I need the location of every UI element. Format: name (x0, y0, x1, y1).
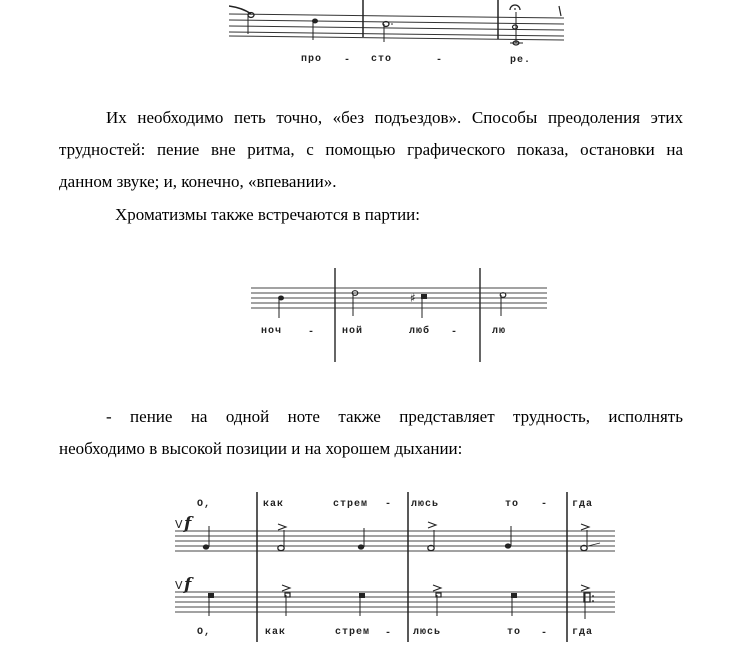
lyric-syllable: ре. (510, 55, 532, 66)
sharp-icon: ♯ (410, 291, 416, 305)
lyric-hyphen: - (541, 628, 549, 639)
music-example-2 (251, 266, 551, 366)
lyric-syllable: люсь (413, 627, 442, 638)
breath-mark-icon: V (175, 518, 183, 531)
lyric-syllable: люб (409, 326, 431, 337)
text-line: данном звуке; и, конечно, «впевании». (59, 172, 337, 191)
text-line: необходимо в высокой позиции и на хорошем дыхании: (59, 439, 463, 458)
lyric-syllable: то (505, 499, 520, 510)
accent-icon (282, 585, 290, 591)
lyric-syllable: как (265, 627, 287, 638)
lyric-hyphen: - (541, 499, 549, 510)
music-notation-image-2 (251, 266, 551, 366)
lyric-syllable: лю (492, 326, 507, 337)
breath-mark-icon: V (175, 579, 183, 592)
paragraph-1 (59, 102, 683, 198)
text-line: Их необходимо петь точно, «без подъездов». Способы преодоления этих (106, 108, 683, 127)
lyric-syllable: сто (371, 54, 393, 65)
lyric-syllable: О, (197, 499, 212, 510)
music-notation-image-1 (229, 0, 564, 75)
paragraph-3 (59, 401, 683, 465)
accent-icon (581, 585, 589, 591)
text-line: - пение на одной ноте также представляет трудность, исполнять (106, 407, 683, 426)
lyric-hyphen: - (308, 327, 316, 338)
lyric-hyphen: - (385, 628, 393, 639)
accent-icon (278, 524, 286, 530)
lyric-hyphen: - (385, 499, 393, 510)
lyric-hyphen: - (344, 55, 352, 66)
music-example-1 (229, 0, 564, 75)
lyric-hyphen: - (451, 327, 459, 338)
lyric-syllable: люсь (411, 499, 440, 510)
lyric-syllable: как (263, 499, 285, 510)
lyric-syllable: гда (572, 499, 594, 510)
lyric-syllable: то (507, 627, 522, 638)
forte-dynamic-icon: f (184, 575, 192, 595)
lyric-syllable: про (301, 54, 323, 65)
forte-dynamic-icon: f (184, 514, 192, 534)
lyric-syllable: стрем (335, 627, 371, 638)
lyric-syllable: ной (342, 326, 364, 337)
music-example-3 (175, 492, 615, 649)
accent-icon (428, 522, 436, 528)
lyric-syllable: стрем (333, 499, 369, 510)
lyric-syllable: ноч (261, 326, 283, 337)
lyric-syllable: О, (197, 627, 212, 638)
paragraph-2 (59, 199, 683, 231)
accent-icon (581, 524, 589, 530)
lyric-syllable: гда (572, 627, 594, 638)
lyric-hyphen: - (436, 55, 444, 66)
accent-icon (433, 585, 441, 591)
text-line: Хроматизмы также встречаются в партии: (115, 205, 420, 224)
text-line: трудностей: пение вне ритма, с помощью графического показа, остановки на (59, 140, 683, 159)
music-notation-image-3 (175, 492, 615, 649)
